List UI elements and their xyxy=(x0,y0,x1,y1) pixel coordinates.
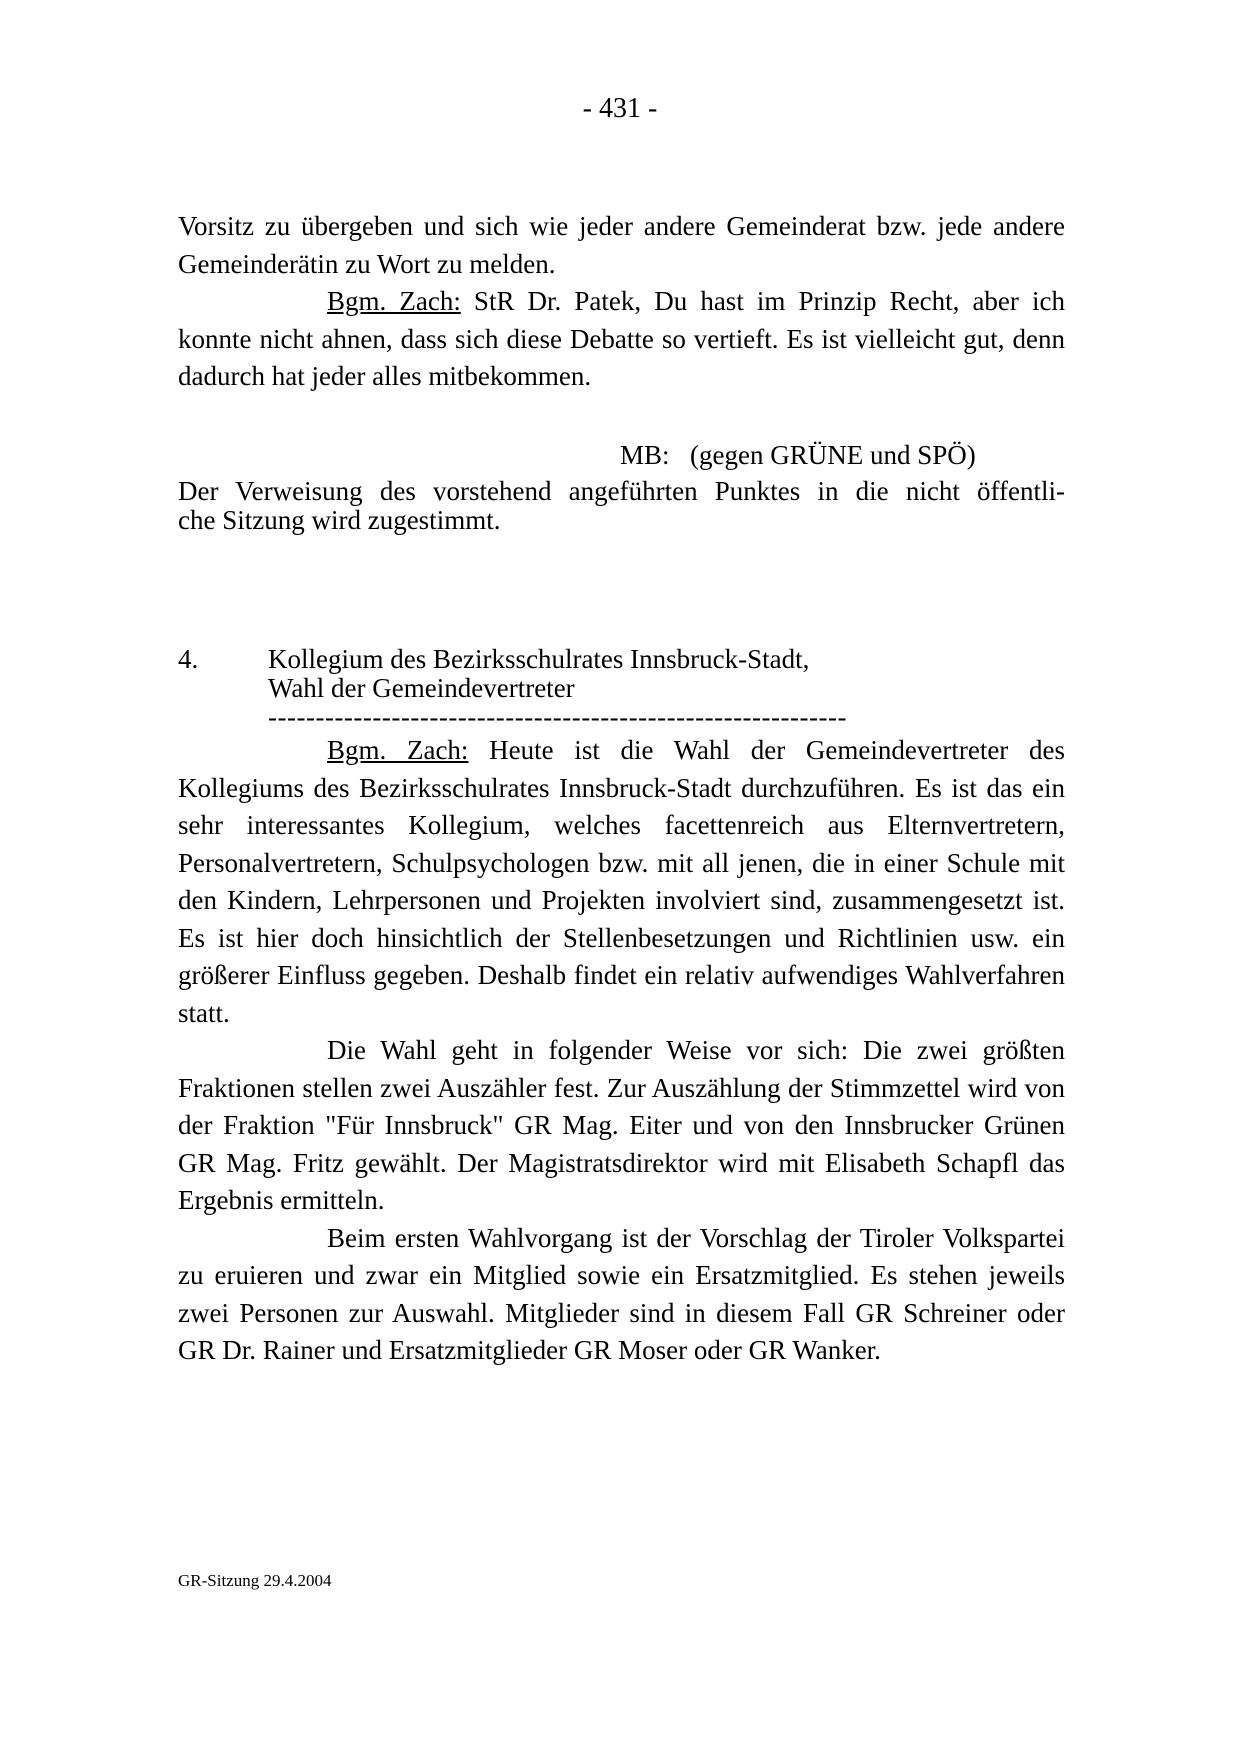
paragraph-body xyxy=(178,283,1065,396)
paragraph-3 xyxy=(178,732,1065,1032)
agenda-separator: ------------------------------------------------------------- xyxy=(268,702,847,732)
speech-text: Heute ist die Wahl der Gemeindevertreter des Kollegiums des Bezirksschulrates Innsbruck-Stadt durchzuführen. Es ist das ein sehr interessantes Kollegium, welches facettenreich aus Elternvertretern, Personalvertretern, Schulpsychologen bzw. mit all jenen, die in einer Schule mit den Kindern, Lehrpersonen und Projekten involviert sind, zusammengesetzt ist. Es ist hier doch hinsichtlich der Stellenbesetzungen und Richtlinien usw. ein größerer Einfluss gegeben. Deshalb findet ein relativ aufwendiges Wahlverfahren statt. xyxy=(178,735,1065,1028)
vote-detail: (gegen GRÜNE und SPÖ) xyxy=(690,440,976,470)
resolution-line-2: che Sitzung wird zugestimmt. xyxy=(178,505,501,535)
speaker-name: Bgm. Zach: xyxy=(327,735,469,765)
agenda-title-line-1: Kollegium des Bezirksschulrates Innsbruck-Stadt, xyxy=(268,644,810,674)
paragraph-4: Die Wahl geht in folgender Weise vor sich: Die zwei größten Fraktionen stellen zwei Auszähler fest. Zur Auszählung der Stimmzettel wird von der Fraktion "Für Innsbruck" GR Mag. Eiter und von den Innsbrucker Grünen GR Mag. Fritz gewählt. Der Magistratsdirektor wird mit Elisabeth Schapfl das Ergebnis ermitteln. xyxy=(178,1035,1065,1215)
agenda-title-line-2: Wahl der Gemeindevertreter xyxy=(268,673,575,703)
speaker-name: Bgm. Zach: xyxy=(327,286,461,316)
paragraph-text: Vorsitz zu übergeben und sich wie jeder andere Gemeinderat bzw. jede andere Gemeinderätin zu Wort zu melden. xyxy=(178,211,1065,279)
protocol-body xyxy=(178,732,1065,1370)
resolution-line-1: Der Verweisung des vorstehend angeführten Punktes in die nicht öffentli- xyxy=(178,476,1065,506)
page-number: - 431 - xyxy=(582,93,658,124)
protocol-paragraph-1 xyxy=(178,208,1065,283)
agenda-item-title xyxy=(268,645,847,732)
paragraph-5: Beim ersten Wahlvorgang ist der Vorschlag der Tiroler Volkspartei zu eruieren und zwar ein Mitglied sowie ein Ersatzmitglied. Es stehen jeweils zwei Personen zur Auswahl. Mitglieder sind in diesem Fall GR Schreiner oder GR Dr. Rainer und Ersatzmitglieder GR Moser oder GR Wanker. xyxy=(178,1222,1065,1365)
footer-session-date: GR-Sitzung 29.4.2004 xyxy=(178,1571,332,1590)
agenda-item-number: 4. xyxy=(178,644,199,674)
speech-text: StR Dr. Patek, Du hast im Prinzip Recht, aber ich konnte nicht ahnen, dass sich diese Debatte so vertieft. Es ist vielleicht gut, denn dadurch hat jeder alles mitbekommen. xyxy=(178,286,1065,391)
vote-result xyxy=(620,437,976,474)
vote-label: MB: xyxy=(620,440,670,470)
resolution-text xyxy=(178,477,1065,535)
protocol-paragraph-2 xyxy=(178,283,1065,396)
